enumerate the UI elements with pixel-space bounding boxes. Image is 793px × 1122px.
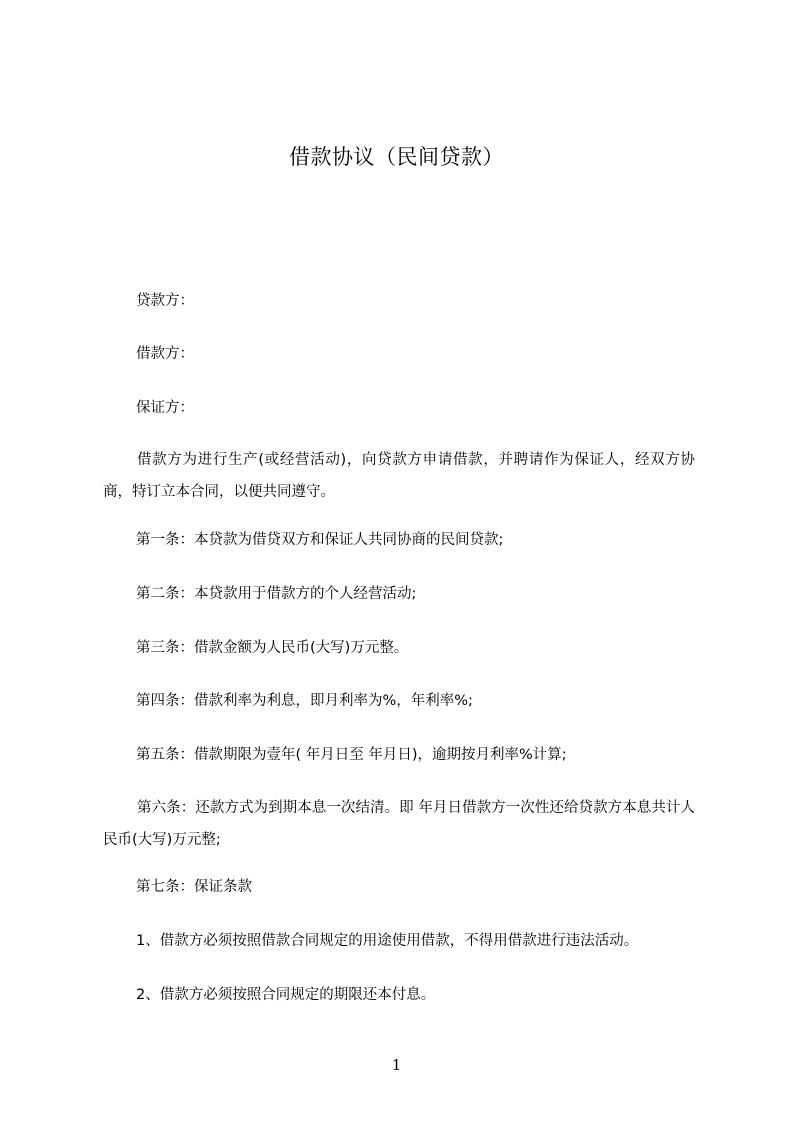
lender-field: 贷款方： <box>136 293 194 309</box>
guarantor-field: 保证方： <box>136 400 194 416</box>
document-title: 借款协议（民间贷款） <box>289 145 504 169</box>
clause-1: 1、借款方必须按照借款合同规定的用途使用借款，不得用借款进行违法活动。 <box>136 933 639 949</box>
article-3: 第三条：借款金额为人民币(大写)万元整。 <box>136 640 409 656</box>
article-1: 第一条：本贷款为借贷双方和保证人共同协商的民间贷款; <box>136 532 504 548</box>
page-number: 1 <box>391 1056 402 1074</box>
borrower-field: 借款方： <box>136 346 194 362</box>
article-6: 第六条：还款方式为到期本息一次结清。即 年月日借款方一次性还给贷款方本息共计人民币(大写)万元整; <box>103 800 695 848</box>
article-2: 第二条：本贷款用于借款方的个人经营活动; <box>136 586 417 602</box>
intro-paragraph: 借款方为进行生产(或经营活动)，向贷款方申请借款，并聘请作为保证人，经双方协商，特订立本合同，以便共同遵守。 <box>103 452 695 500</box>
article-5: 第五条：借款期限为壹年( 年月日至 年月日)，逾期按月利率%计算; <box>136 747 567 763</box>
article-7: 第七条：保证条款 <box>136 879 252 895</box>
article-4: 第四条：借款利率为利息，即月利率为%，年利率%; <box>136 693 473 709</box>
clause-2: 2、借款方必须按照合同规定的期限还本付息。 <box>136 987 436 1003</box>
